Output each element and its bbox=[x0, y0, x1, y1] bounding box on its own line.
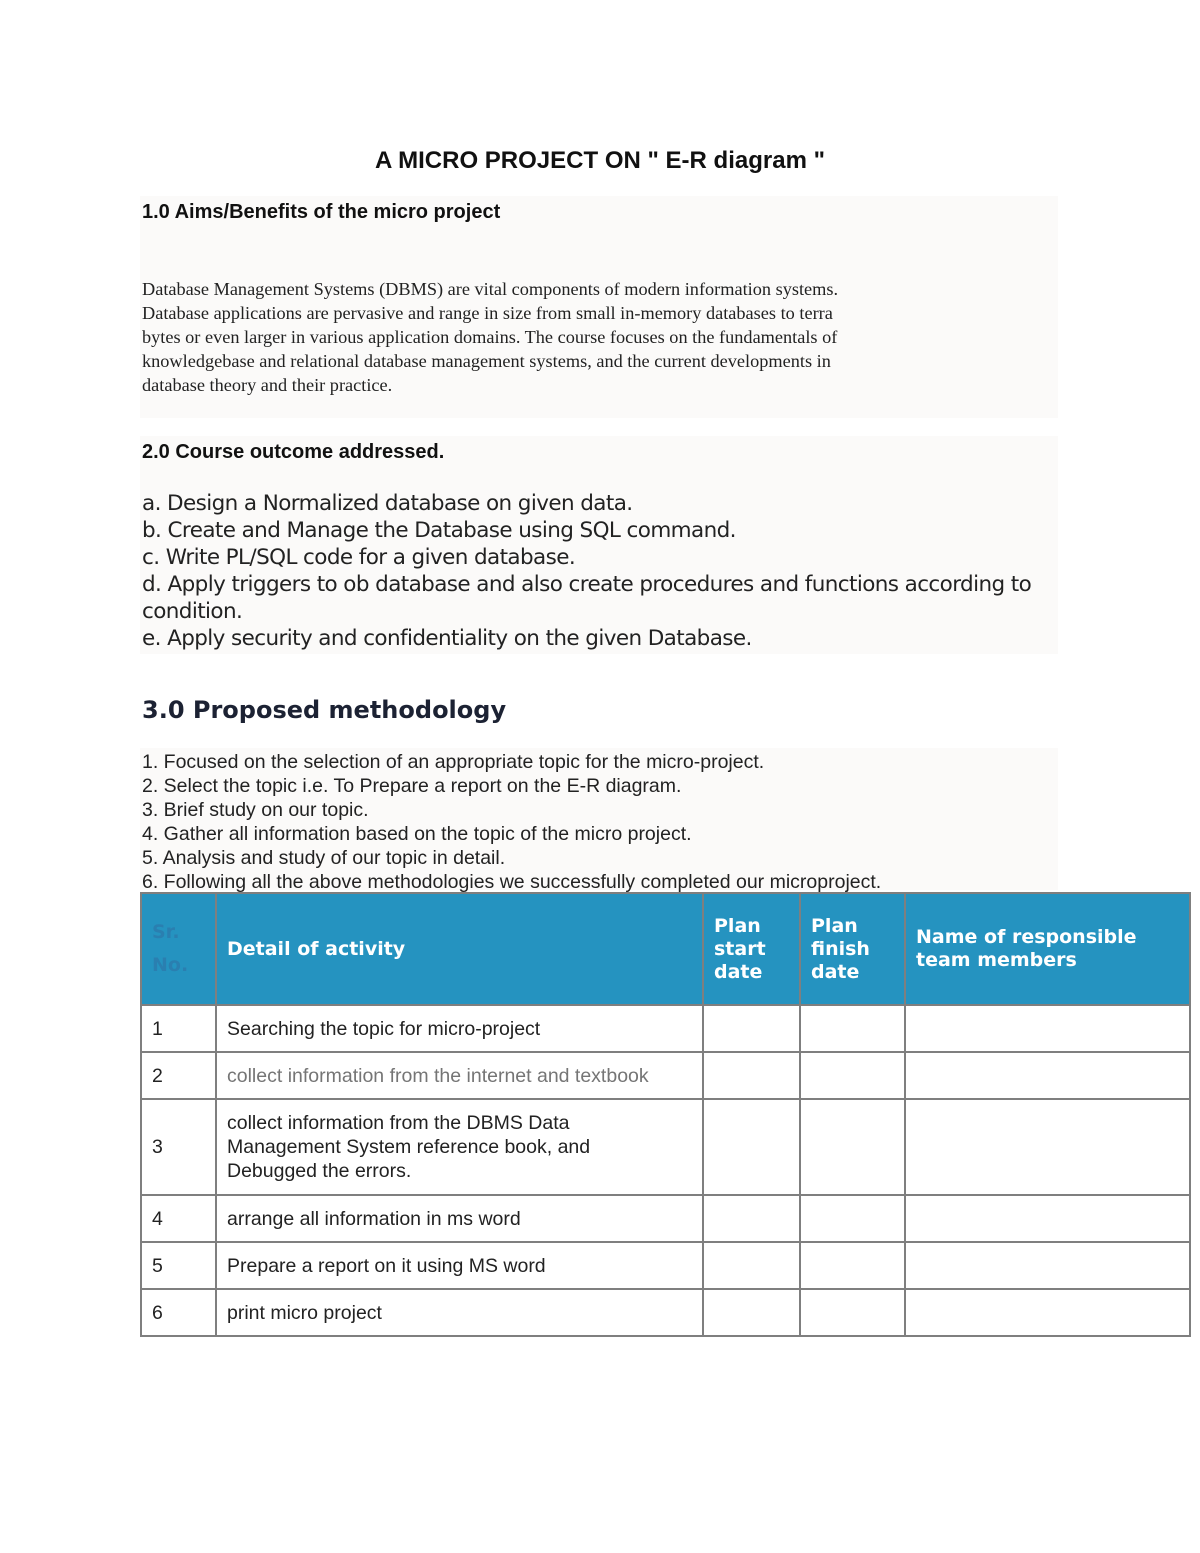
header-detail-of-activity: Detail of activity bbox=[216, 893, 703, 1005]
outcome-item: condition. bbox=[142, 599, 243, 624]
section3-heading: 3.0 Proposed methodology bbox=[142, 696, 507, 724]
methodology-step: 6. Following all the above methodologies we successfully completed our microproject. bbox=[142, 871, 882, 893]
methodology-step: 2. Select the topic i.e. To Prepare a report on the E-R diagram. bbox=[142, 775, 682, 797]
table-row bbox=[141, 1005, 1190, 1052]
row-members bbox=[905, 1005, 1190, 1052]
paragraph-line: Database Management Systems (DBMS) are vital components of modern information systems. bbox=[142, 279, 839, 299]
header-line: Plan bbox=[811, 914, 858, 937]
outcome-item: d. Apply triggers to ob database and also create procedures and functions according to bbox=[142, 572, 1032, 597]
row-sr-no: 6 bbox=[141, 1289, 216, 1336]
methodology-step: 3. Brief study on our topic. bbox=[142, 799, 369, 821]
header-line: finish bbox=[811, 937, 870, 960]
paragraph-line: database theory and their practice. bbox=[142, 375, 393, 395]
table-header-row bbox=[141, 893, 1190, 1005]
row-finish-date bbox=[800, 1195, 905, 1242]
row-finish-date bbox=[800, 1099, 905, 1195]
table-row bbox=[141, 1195, 1190, 1242]
row-sr-no: 4 bbox=[141, 1195, 216, 1242]
row-finish-date bbox=[800, 1052, 905, 1099]
outcome-item: a. Design a Normalized database on given data. bbox=[142, 491, 633, 516]
row-detail: Prepare a report on it using MS word bbox=[216, 1242, 703, 1289]
row-start-date bbox=[703, 1195, 800, 1242]
methodology-step: 1. Focused on the selection of an appropriate topic for the micro-project. bbox=[142, 751, 765, 773]
row-start-date bbox=[703, 1289, 800, 1336]
row-detail-line: collect information from the DBMS Data bbox=[227, 1112, 570, 1134]
header-line: Name of responsible bbox=[916, 926, 1137, 948]
row-sr-no: 5 bbox=[141, 1242, 216, 1289]
row-sr-no: 2 bbox=[141, 1052, 216, 1099]
row-finish-date bbox=[800, 1289, 905, 1336]
row-detail-line: Management System reference book, and bbox=[227, 1136, 591, 1158]
header-sr-no bbox=[141, 893, 216, 1005]
row-detail: print micro project bbox=[216, 1289, 703, 1336]
row-start-date bbox=[703, 1052, 800, 1099]
row-sr-no: 3 bbox=[141, 1099, 216, 1195]
row-members bbox=[905, 1052, 1190, 1099]
header-sr-no-line: No. bbox=[152, 954, 189, 976]
row-finish-date bbox=[800, 1242, 905, 1289]
header-line: date bbox=[714, 960, 763, 983]
row-members bbox=[905, 1242, 1190, 1289]
row-finish-date bbox=[800, 1005, 905, 1052]
outcome-item: e. Apply security and confidentiality on the given Database. bbox=[142, 626, 752, 651]
table-row bbox=[141, 1052, 1190, 1099]
row-members bbox=[905, 1289, 1190, 1336]
section1-paragraph bbox=[142, 277, 942, 397]
row-members bbox=[905, 1099, 1190, 1195]
header-line: team members bbox=[916, 949, 1077, 971]
row-members bbox=[905, 1195, 1190, 1242]
header-plan-finish-date bbox=[800, 893, 905, 1005]
row-start-date bbox=[703, 1005, 800, 1052]
paragraph-line: Database applications are pervasive and range in size from small in-memory databases to terra bbox=[142, 303, 833, 323]
row-start-date bbox=[703, 1099, 800, 1195]
row-sr-no: 1 bbox=[141, 1005, 216, 1052]
paragraph-line: knowledgebase and relational database management systems, and the current developments in bbox=[142, 351, 831, 371]
header-sr-no-line: Sr. bbox=[152, 921, 180, 943]
header-plan-start-date bbox=[703, 893, 800, 1005]
section1-heading: 1.0 Aims/Benefits of the micro project bbox=[142, 201, 501, 223]
table-row bbox=[141, 1099, 1190, 1195]
paragraph-line: bytes or even larger in various application domains. The course focuses on the fundamentals of bbox=[142, 327, 838, 347]
row-detail: Searching the topic for micro-project bbox=[216, 1005, 703, 1052]
methodology-step: 5. Analysis and study of our topic in detail. bbox=[142, 847, 506, 869]
header-line: Plan bbox=[714, 914, 761, 937]
outcome-item: c. Write PL/SQL code for a given database. bbox=[142, 545, 576, 570]
course-outcomes-list bbox=[142, 490, 1031, 652]
methodology-step: 4. Gather all information based on the topic of the micro project. bbox=[142, 823, 692, 845]
table-row bbox=[141, 1289, 1190, 1336]
outcome-item: b. Create and Manage the Database using SQL command. bbox=[142, 518, 736, 543]
row-detail bbox=[216, 1099, 703, 1195]
header-line: start bbox=[714, 937, 766, 960]
row-start-date bbox=[703, 1242, 800, 1289]
row-detail: arrange all information in ms word bbox=[216, 1195, 703, 1242]
page-title: A MICRO PROJECT ON " E-R diagram " bbox=[375, 147, 825, 174]
row-detail: collect information from the internet and textbook bbox=[216, 1052, 703, 1099]
activity-plan-table bbox=[140, 892, 1191, 1337]
row-detail-line: Debugged the errors. bbox=[227, 1160, 412, 1182]
section2-heading: 2.0 Course outcome addressed. bbox=[142, 441, 445, 463]
header-line: date bbox=[811, 960, 860, 983]
table-row bbox=[141, 1242, 1190, 1289]
header-responsible-members bbox=[905, 893, 1190, 1005]
methodology-list bbox=[142, 750, 881, 894]
